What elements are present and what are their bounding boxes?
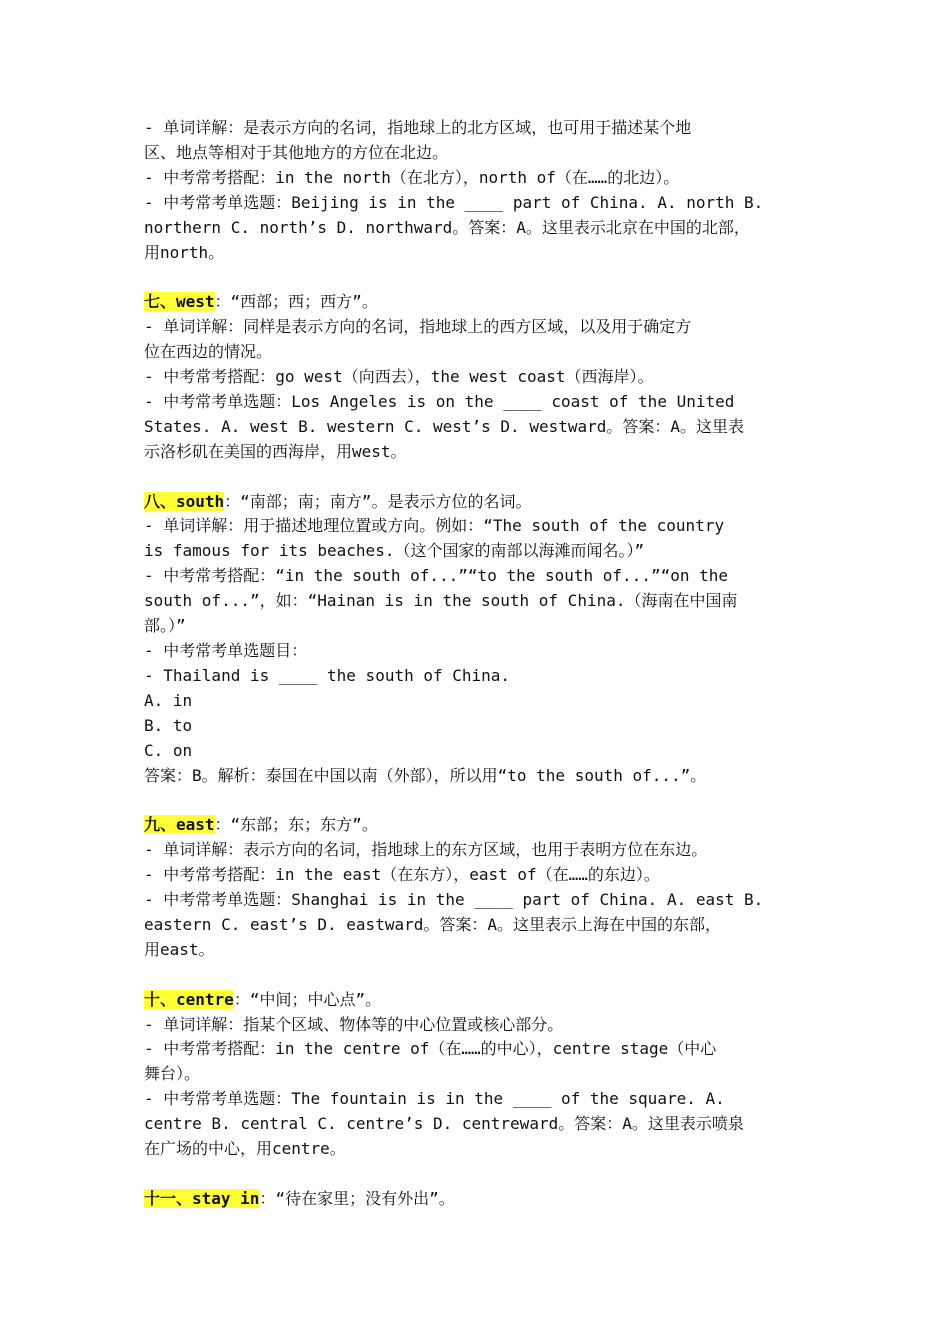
centre-question-line-1: - 中考常考单选题：The fountain is in the ____ of the square. A. [144,1089,725,1109]
south-question-title: - 中考常考单选题目： [144,641,308,660]
south-meaning: ：“南部；南；南方”。是表示方位的名词。 [224,491,532,511]
centre-question-line-3: 在广场的中心，用centre。 [144,1139,346,1159]
south-collocation-line-2: south of...”，如：“Hainan is in the south of China.（海南在中国南 [144,591,738,611]
stay-in-heading-line [144,1187,808,1212]
south-option-a: A. in [144,690,193,710]
south-detail-line-2: is famous for its beaches.（这个国家的南部以海滩而闻名。）” [144,541,645,561]
stay-in-heading: 十一、stay in [144,1188,260,1208]
north-question-line-1: - 中考常考单选题：Beijing is in the ____ part of China. A. north B. [144,192,764,212]
south-heading-line [144,490,808,515]
centre-collocation-line-1: - 中考常考搭配：in the centre of（在……的中心），centre stage（中心 [144,1039,717,1059]
centre-collocation-line-2: 舞台）。 [144,1064,201,1084]
north-question-line-3: 用north。 [144,242,225,262]
north-detail-line-2: 区、地点等相对于其他地方的方位在北边。 [144,142,449,162]
south-heading: 八、south [144,491,225,511]
east-detail-line: - 单词详解：表示方向的名词，指地球上的东方区域，也用于表明方位在东边。 [144,840,708,860]
south-collocation-line-1: - 中考常考搭配：“in the south of...”“to the south of...”“on the [144,566,729,586]
stay-in-meaning: ：“待在家里；没有外出”。 [259,1188,455,1208]
east-question-line-1: - 中考常考单选题：Shanghai is in the ____ part of China. A. east B. [144,890,764,910]
east-heading: 九、east [144,815,215,835]
south-option-b: B. to [144,715,193,735]
east-meaning: ：“东部；东；东方”。 [214,815,378,835]
north-question-line-2: northern C. north’s D. northward。答案：A。这里表示北京在中国的北部， [144,217,750,237]
west-detail-line-1: - 单词详解：同样是表示方向的名词，指地球上的西方区域，以及用于确定方 [144,317,692,337]
east-heading-line [144,813,808,838]
west-question-line-3: 示洛杉矶在美国的西海岸，用west。 [144,441,407,461]
west-question-line-2: States. A. west B. western C. west’s D. westward。答案：A。这里表 [144,416,745,436]
east-question-line-3: 用east。 [144,939,215,959]
east-question-line-2: eastern C. east’s D. eastward。答案：A。这里表示上海在中国的东部， [144,914,721,934]
west-collocation-line: - 中考常考搭配：go west（向西去），the west coast（西海岸）。 [144,367,654,387]
south-detail-line-1: - 单词详解：用于描述地理位置或方向。例如：“The south of the country [144,516,725,536]
north-detail-line-1: - 单词详解：是表示方向的名词，指地球上的北方区域，也可用于描述某个地 [144,118,692,137]
centre-heading: 十、centre [144,989,234,1009]
document-page [144,116,808,1212]
centre-meaning: ：“中间；中心点”。 [233,989,382,1009]
west-heading: 七、west [144,292,215,312]
west-heading-line [144,290,808,315]
east-collocation-line: - 中考常考搭配：in the east（在东方），east of（在……的东边）。 [144,865,660,885]
south-question-stem: - Thailand is ____ the south of China. [144,665,511,685]
south-option-c: C. on [144,740,193,760]
centre-heading-line [144,988,808,1013]
west-detail-line-2: 位在西边的情况。 [144,342,273,362]
north-collocation-line: - 中考常考搭配：in the north（在北方），north of（在……的北边）。 [144,167,680,187]
south-answer: 答案：B。解析：泰国在中国以南（外部），所以用“to the south of...”。 [144,765,707,785]
south-collocation-line-3: 部。）” [144,616,186,636]
centre-question-line-2: centre B. central C. centre’s D. centreward。答案：A。这里表示喷泉 [144,1114,744,1134]
west-question-line-1: - 中考常考单选题：Los Angeles is on the ____ coast of the United [144,391,735,411]
west-meaning: ：“西部；西；西方”。 [214,292,378,312]
centre-detail-line: - 单词详解：指某个区域、物体等的中心位置或核心部分。 [144,1014,564,1034]
